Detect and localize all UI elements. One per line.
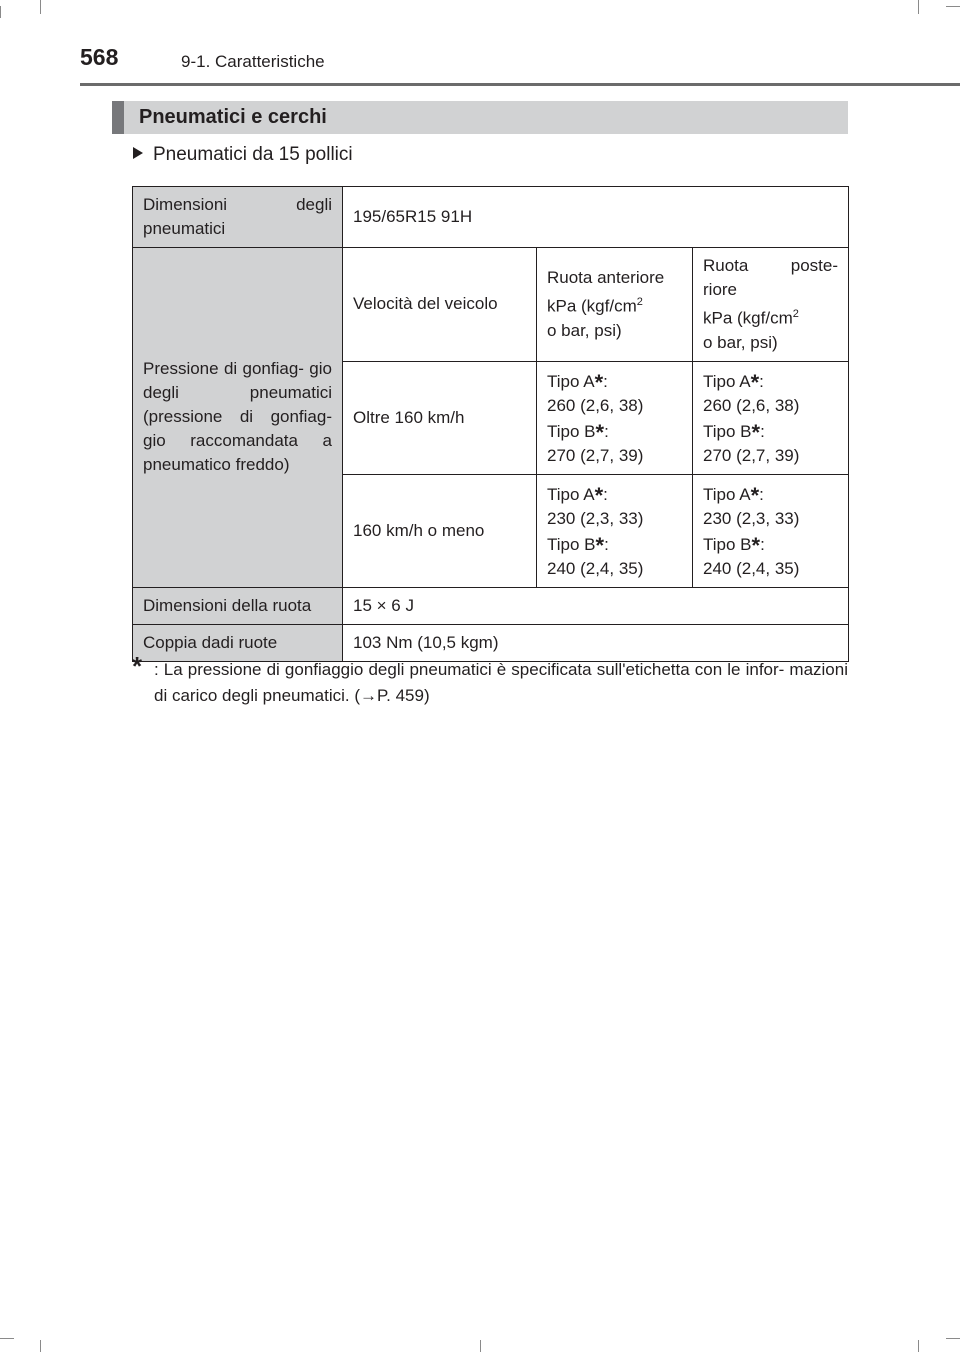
tire-size-label-word: degli: [296, 195, 332, 214]
pressure-label-text: Pressione di gonfiag- gio degli pneumatici (pressione di gonfiag- gio raccomandata a pneumatico freddo): [143, 359, 332, 475]
colon: :: [604, 534, 609, 554]
asterisk: *: [595, 532, 605, 558]
pressure-value: 240 (2,4, 35): [703, 558, 800, 578]
crop-mark: [946, 1338, 960, 1339]
tire-type-label: Tipo B: [703, 421, 752, 441]
colon: :: [603, 371, 608, 391]
crop-mark: [946, 6, 960, 7]
asterisk: *: [595, 419, 605, 445]
table-row: [133, 187, 849, 248]
colon: :: [759, 371, 764, 391]
tire-spec-table: [132, 186, 849, 662]
colon: :: [759, 484, 764, 504]
wheel-size-label: Dimensioni della ruota: [133, 587, 343, 624]
footnote-text: : La pressione di gonfiaggio degli pneumatici è specificata sull'etichetta con le infor- mazioni di carico degli pneumatici. (→P. 459): [154, 660, 848, 705]
asterisk: *: [751, 419, 761, 445]
tire-type-label: Tipo A: [703, 484, 751, 504]
col-header-speed: Velocità del veicolo: [343, 248, 537, 362]
front-pressure-cell: [537, 474, 693, 587]
colon: :: [760, 421, 765, 441]
tire-type-label: Tipo B: [547, 534, 596, 554]
col-header-front-line: Ruota anteriore: [547, 268, 665, 287]
torque-value: 103 Nm (10,5 kgm): [343, 624, 849, 661]
asterisk: *: [594, 482, 604, 508]
colon: :: [760, 534, 765, 554]
superscript: 2: [636, 296, 643, 308]
pressure-value: 270 (2,7, 39): [703, 445, 800, 465]
col-header-rear-line: kPa (kgf/cm: [703, 308, 793, 328]
subheading: [133, 144, 353, 166]
section-title: Pneumatici e cerchi: [139, 106, 327, 128]
tire-type-label: Tipo B: [703, 534, 752, 554]
asterisk: *: [751, 532, 761, 558]
header-rule: [80, 83, 960, 86]
footnote: [132, 651, 848, 709]
col-header-rear-line: Ruota poste- riore: [703, 256, 839, 299]
pressure-value: 260 (2,6, 38): [703, 395, 800, 415]
crop-mark: [480, 1340, 481, 1352]
asterisk: *: [594, 369, 604, 395]
tire-size-label-word: Dimensioni: [143, 195, 228, 214]
tire-type-label: Tipo A: [547, 484, 595, 504]
rear-pressure-cell: [693, 361, 849, 474]
section-label: 9-1. Caratteristiche: [181, 52, 325, 71]
subheading-text: Pneumatici da 15 pollici: [153, 144, 353, 165]
superscript: 2: [792, 308, 799, 320]
pressure-label: [133, 248, 343, 588]
tire-size-label-word: pneumatici: [143, 219, 226, 238]
colon: :: [604, 421, 609, 441]
tire-type-label: Tipo B: [547, 421, 596, 441]
front-pressure-cell: [537, 361, 693, 474]
speed-cell: Oltre 160 km/h: [343, 361, 537, 474]
pressure-value: 260 (2,6, 38): [547, 395, 644, 415]
crop-mark: [918, 1340, 919, 1352]
crop-mark: [918, 0, 919, 14]
asterisk: *: [750, 482, 760, 508]
col-header-rear-line: o bar, psi): [703, 332, 778, 352]
crop-mark: [0, 6, 1, 18]
speed-cell: 160 km/h o meno: [343, 474, 537, 587]
asterisk: *: [750, 369, 760, 395]
section-title-bar: [112, 101, 848, 134]
col-header-front: [537, 248, 693, 362]
crop-mark: [40, 0, 41, 14]
table-row: [133, 587, 849, 624]
tire-size-label: [133, 187, 343, 248]
crop-mark: [0, 1338, 14, 1339]
col-header-front-line: kPa (kgf/cm: [547, 296, 637, 316]
wheel-size-value: 15 × 6 J: [343, 587, 849, 624]
table-row: [133, 624, 849, 661]
pressure-value: 230 (2,3, 33): [703, 508, 800, 528]
footnote-marker: *: [132, 651, 143, 681]
pressure-value: 230 (2,3, 33): [547, 508, 644, 528]
table-row: [133, 248, 849, 362]
tire-size-value: 195/65R15 91H: [343, 187, 849, 248]
colon: :: [603, 484, 608, 504]
tire-type-label: Tipo A: [703, 371, 751, 391]
triangle-bullet-icon: [133, 147, 143, 159]
tire-type-label: Tipo A: [547, 371, 595, 391]
pressure-value: 240 (2,4, 35): [547, 558, 644, 578]
page-number: 568: [80, 44, 119, 70]
pressure-value: 270 (2,7, 39): [547, 445, 644, 465]
col-header-rear: [693, 248, 849, 362]
crop-mark: [40, 1340, 41, 1352]
torque-label: Coppia dadi ruote: [133, 624, 343, 661]
col-header-front-line: o bar, psi): [547, 320, 622, 340]
rear-pressure-cell: [693, 474, 849, 587]
